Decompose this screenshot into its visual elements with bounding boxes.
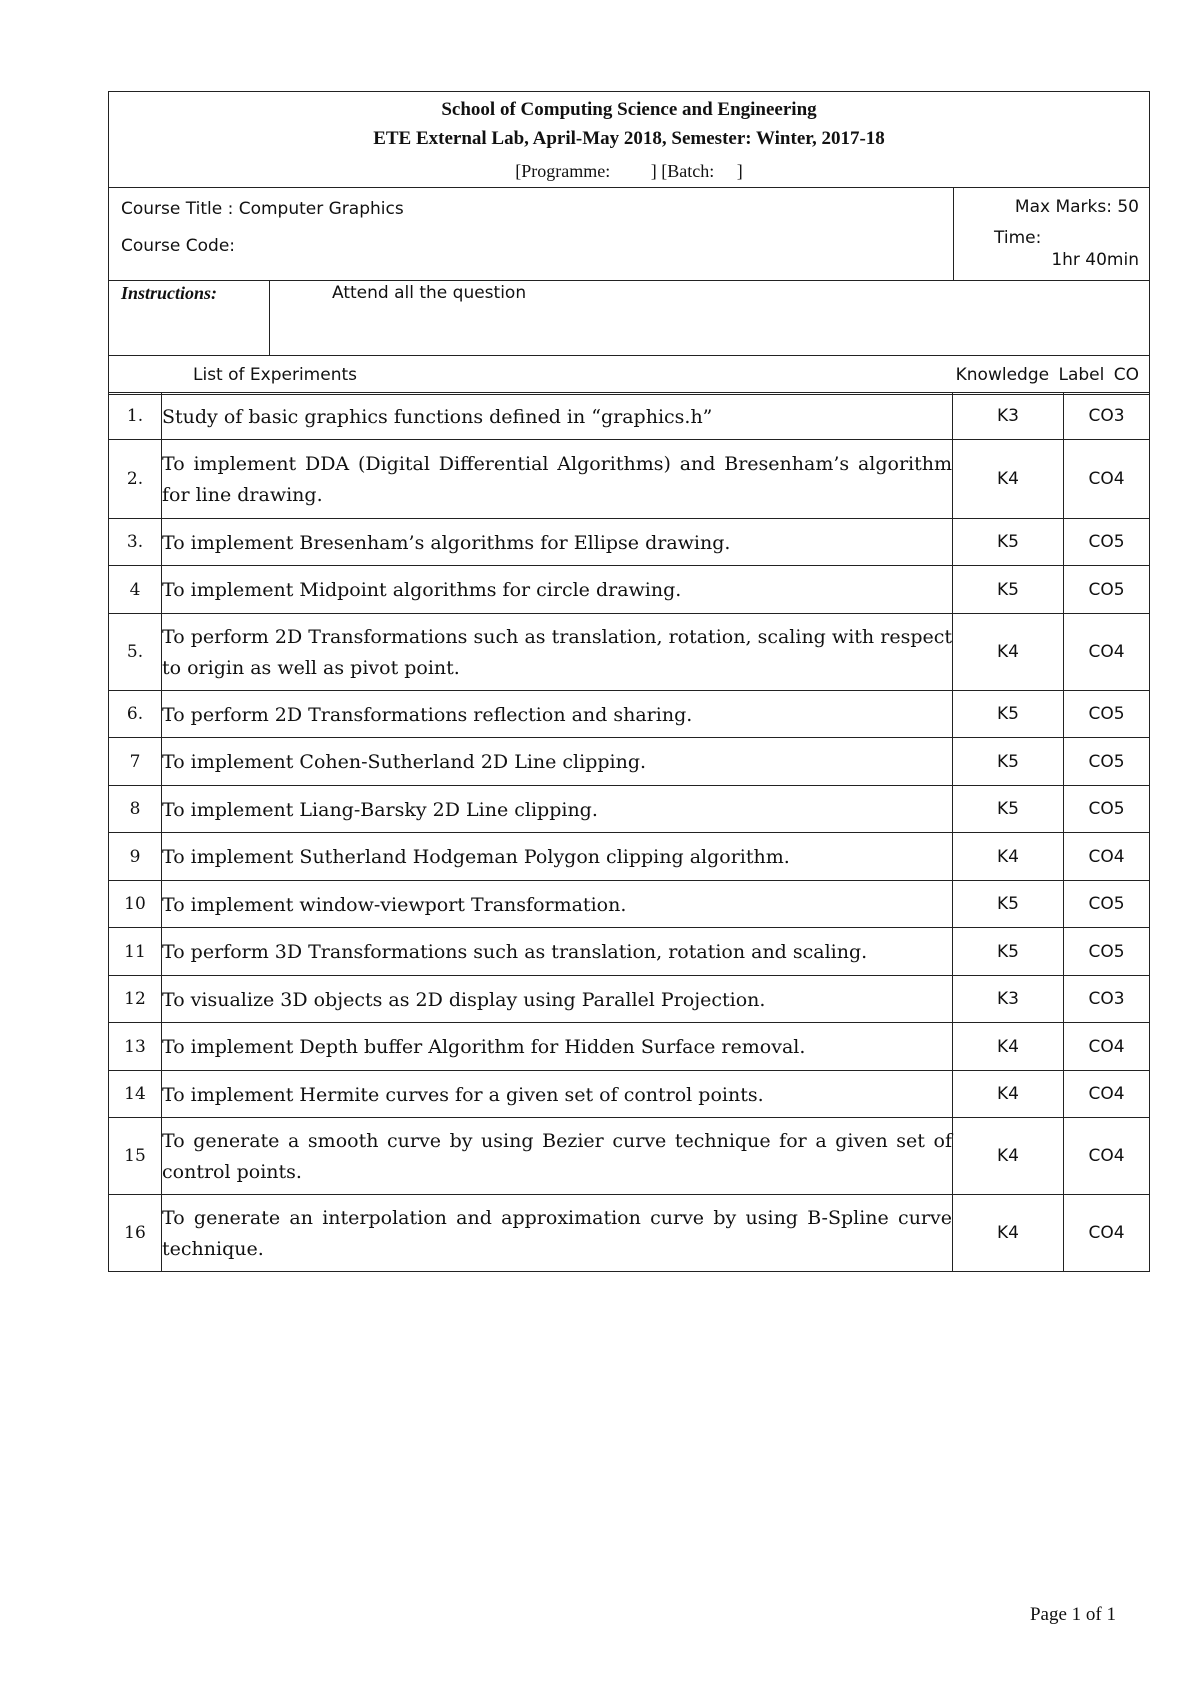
course-outcome: CO4: [1064, 1195, 1150, 1272]
header-title-block: [109, 92, 1149, 188]
experiment-number: 4: [109, 566, 162, 614]
experiment-description: To implement Midpoint algorithms for circle drawing.: [162, 579, 682, 601]
course-outcome: CO4: [1064, 1118, 1150, 1195]
experiment-description-cell: [162, 833, 953, 881]
knowledge-level: K5: [953, 738, 1064, 786]
experiment-description: To visualize 3D objects as 2D display using Parallel Projection.: [162, 988, 766, 1011]
experiment-number: 10: [109, 881, 162, 928]
table-row: [109, 614, 1150, 691]
course-info: [109, 188, 1149, 281]
experiment-description-cell: [162, 738, 953, 786]
course-outcome: CO5: [1064, 566, 1150, 614]
experiment-description: To implement DDA (Digital Differential Algorithms) and Bresenham’s algorithm for line drawing.: [162, 453, 952, 506]
table-row: [109, 833, 1150, 881]
experiment-description: To implement Liang-Barsky 2D Line clipping.: [162, 798, 598, 821]
experiment-number: 2.: [109, 440, 162, 519]
experiment-number: 13: [109, 1023, 162, 1071]
experiment-number: 15: [109, 1118, 162, 1195]
knowledge-level: K4: [953, 1071, 1064, 1118]
experiment-number: 1.: [109, 393, 162, 440]
knowledge-level: K4: [953, 1118, 1064, 1195]
knowledge-level: K4: [953, 1023, 1064, 1071]
course-outcome: CO5: [1064, 786, 1150, 833]
course-outcome: CO4: [1064, 1023, 1150, 1071]
experiment-number: 8: [109, 786, 162, 833]
knowledge-level: K4: [953, 1195, 1064, 1272]
experiment-number: 3.: [109, 519, 162, 566]
course-outcome: CO4: [1064, 614, 1150, 691]
course-outcome: CO4: [1064, 440, 1150, 519]
experiment-description-cell: [162, 786, 953, 833]
max-marks: Max Marks: 50: [1014, 197, 1139, 217]
experiment-description-cell: [162, 440, 953, 519]
knowledge-level: K3: [953, 393, 1064, 440]
experiment-description-cell: [162, 881, 953, 928]
table-row: [109, 440, 1150, 519]
knowledge-co-label: Knowledge Label CO: [955, 365, 1139, 385]
course-code: Course Code:: [121, 236, 236, 256]
table-row: [109, 691, 1150, 738]
course-outcome: CO3: [1064, 393, 1150, 440]
list-of-experiments-label: List of Experiments: [193, 365, 357, 385]
experiment-description-cell: [162, 1195, 953, 1272]
course-title: Course Title : Computer Graphics: [121, 199, 404, 219]
instructions-row: [109, 281, 1149, 356]
knowledge-level: K5: [953, 928, 1064, 976]
knowledge-level: K5: [953, 566, 1064, 614]
experiment-description-cell: [162, 1071, 953, 1118]
table-row: [109, 1023, 1150, 1071]
experiment-description: To generate an interpolation and approximation curve by using B-Spline curve technique.: [162, 1207, 952, 1260]
knowledge-level: K4: [953, 833, 1064, 881]
experiment-description-cell: [162, 1023, 953, 1071]
table-row: [109, 786, 1150, 833]
course-outcome: CO5: [1064, 691, 1150, 738]
knowledge-level: K3: [953, 976, 1064, 1023]
time-value: 1hr 40min: [1051, 250, 1139, 270]
experiment-number: 12: [109, 976, 162, 1023]
table-row: [109, 928, 1150, 976]
knowledge-level: K4: [953, 440, 1064, 519]
instructions-label: Instructions:: [109, 281, 270, 355]
experiment-description: To perform 2D Transformations reflection and sharing.: [162, 703, 693, 726]
time-label: Time:: [994, 228, 1042, 248]
exam-title: ETE External Lab, April-May 2018, Semester: Winter, 2017-18: [373, 128, 885, 149]
experiment-number: 16: [109, 1195, 162, 1272]
page-number: Page 1 of 1: [1029, 1604, 1116, 1625]
experiment-description: To implement Hermite curves for a given set of control points.: [162, 1083, 764, 1106]
experiment-description: To implement window-viewport Transformation.: [162, 893, 627, 916]
list-header: [109, 356, 1149, 394]
knowledge-level: K4: [953, 614, 1064, 691]
table-row: [109, 566, 1150, 614]
experiment-description-cell: [162, 566, 953, 614]
experiment-description: To perform 3D Transformations such as translation, rotation and scaling.: [162, 941, 868, 963]
experiment-number: 9: [109, 833, 162, 881]
table-row: [109, 519, 1150, 566]
experiment-description-cell: [162, 1118, 953, 1195]
course-outcome: CO5: [1064, 881, 1150, 928]
experiment-description: To perform 2D Transformations such as translation, rotation, scaling with respect to origin as well as pivot point.: [162, 626, 952, 679]
course-outcome: CO5: [1064, 928, 1150, 976]
school-name: School of Computing Science and Engineering: [441, 99, 817, 120]
knowledge-level: K5: [953, 881, 1064, 928]
knowledge-level: K5: [953, 691, 1064, 738]
experiment-number: 11: [109, 928, 162, 976]
experiment-number: 7: [109, 738, 162, 786]
table-row: [109, 393, 1150, 440]
exam-header: [108, 91, 1150, 395]
experiment-description-cell: [162, 393, 953, 440]
programme-batch: [Programme: ] [Batch: ]: [515, 161, 743, 181]
course-outcome: CO5: [1064, 519, 1150, 566]
experiment-description-cell: [162, 519, 953, 566]
experiment-description: To implement Bresenham’s algorithms for Ellipse drawing.: [162, 531, 731, 554]
experiments-table: [108, 392, 1150, 1272]
course-outcome: CO4: [1064, 1071, 1150, 1118]
experiment-number: 6.: [109, 691, 162, 738]
experiment-description: To implement Depth buffer Algorithm for Hidden Surface removal.: [162, 1036, 806, 1058]
table-row: [109, 1071, 1150, 1118]
experiment-number: 14: [109, 1071, 162, 1118]
course-outcome: CO5: [1064, 738, 1150, 786]
experiment-description: Study of basic graphics functions defined in “graphics.h”: [162, 405, 713, 428]
experiment-description: To implement Sutherland Hodgeman Polygon clipping algorithm.: [162, 846, 790, 868]
table-row: [109, 1118, 1150, 1195]
course-outcome: CO3: [1064, 976, 1150, 1023]
experiment-description-cell: [162, 691, 953, 738]
table-row: [109, 1195, 1150, 1272]
experiment-description: To generate a smooth curve by using Bezier curve technique for a given set of control points.: [162, 1130, 952, 1183]
knowledge-level: K5: [953, 786, 1064, 833]
knowledge-level: K5: [953, 519, 1064, 566]
experiment-description: To implement Cohen-Sutherland 2D Line clipping.: [162, 751, 647, 773]
table-row: [109, 738, 1150, 786]
experiment-description-cell: [162, 976, 953, 1023]
experiment-description-cell: [162, 614, 953, 691]
course-outcome: CO4: [1064, 833, 1150, 881]
table-row: [109, 976, 1150, 1023]
experiment-description-cell: [162, 928, 953, 976]
instructions-text: Attend all the question: [332, 283, 527, 303]
table-row: [109, 881, 1150, 928]
experiment-number: 5.: [109, 614, 162, 691]
